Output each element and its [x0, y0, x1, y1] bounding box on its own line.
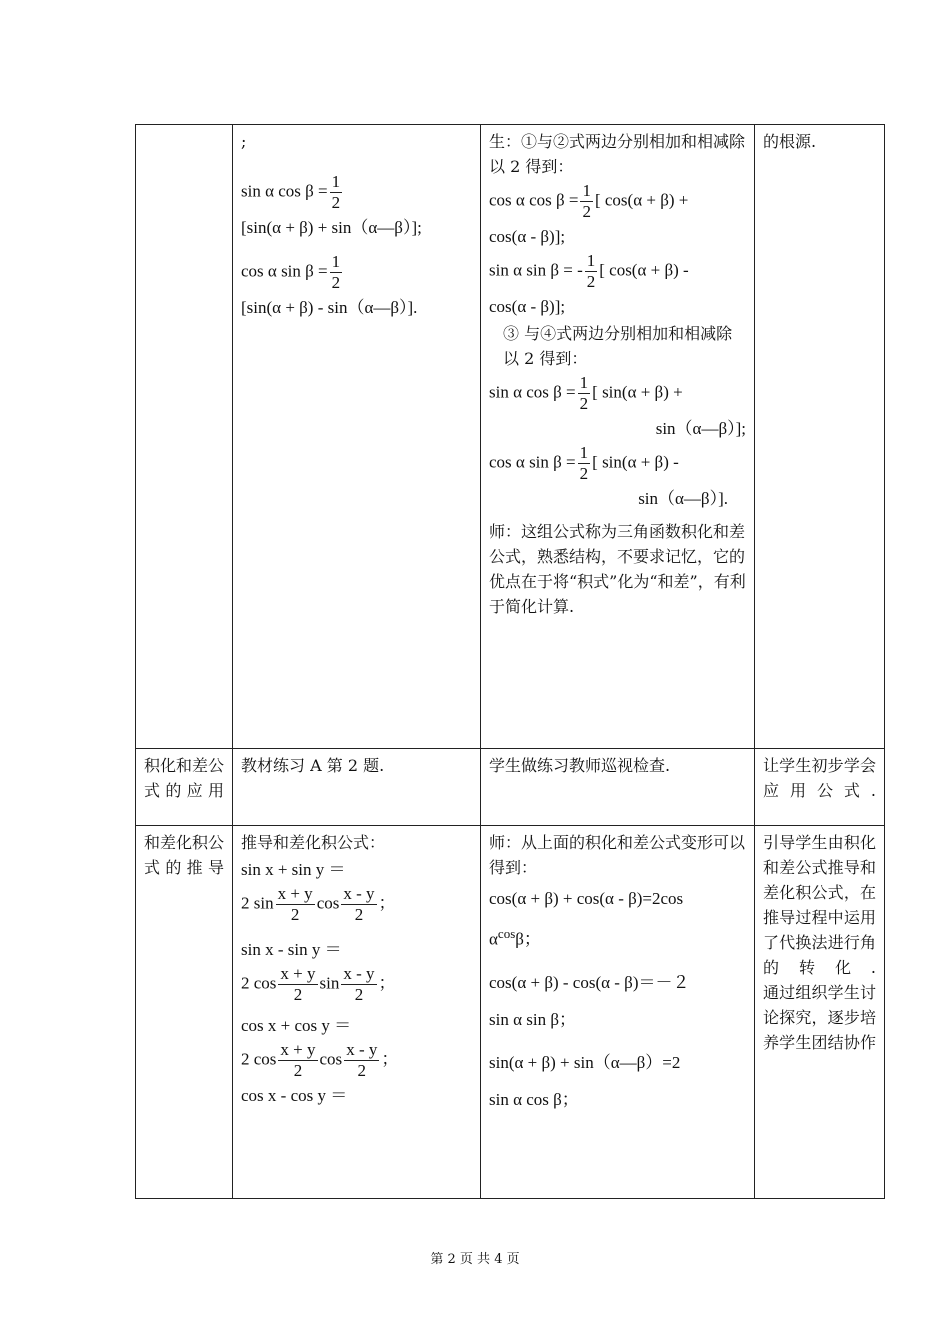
paragraph: 通过组织学生讨论探究，逐步培养学生团结协作: [763, 983, 876, 1052]
formula: sin（α—β）].: [638, 489, 728, 508]
cell-stage: 和差化积公式的推导: [136, 826, 233, 1199]
formula: cos α sin β = $\frac{1}{2}$: [241, 252, 341, 292]
formula: sin α sin β = - $\frac{1}{2}$ [ cos(α + β) -: [489, 251, 689, 291]
table-row: [136, 749, 885, 826]
cell-purpose: [755, 826, 885, 1199]
paragraph: ③ 与④式两边分别相加和相减除以 2 得到：: [503, 324, 733, 368]
cell-stage: [136, 125, 233, 749]
formula: sin x - sin y ＝: [241, 940, 342, 959]
table-row: [136, 826, 885, 1199]
formula: sin α sin β；: [489, 1009, 576, 1029]
formula: cos(α - β)];: [489, 227, 566, 246]
formula: [sin(α + β) + sin（α—β）];: [241, 218, 422, 237]
paragraph: 引导学生由积化和差公式推导和差化积公式，在推导过程中运用了代换法进行角的转化.: [763, 833, 876, 977]
formula: cos(α + β) - cos(α - β)＝－２: [489, 972, 690, 992]
cell-stage: 积化和差公式的应用: [136, 749, 233, 826]
formula: sin(α + β) + sin（α—β）=2: [489, 1052, 681, 1072]
formula: 2 cos $\frac{x + y}{2}$ cos $\frac{x - y}{2}$ ；: [241, 1040, 399, 1080]
cell-content: 推导和差化积公式： sin x + sin y ＝ 2 sin $\frac{x + y}{2}$ cos $\frac{x - y}{2}$ ； sin x - sin y ＝ 2 cos $\frac{x + y}{2}$ sin $\frac{x - y}{2}$ ； cos x + cos y ＝ 2 cos $\frac{x + y}{2}$ cos $\frac{x - y}{2}$ ； cos x - cos y ＝: [233, 826, 481, 1199]
cell-purpose: 的根源.: [755, 125, 885, 749]
formula: cos α cos β = $\frac{1}{2}$ [ cos(α + β) +: [489, 181, 689, 221]
page-footer: 第 2 页 共 4 页: [430, 1252, 520, 1267]
formula: sin α cos β；: [489, 1089, 579, 1109]
formula: sin α cos β = $\frac{1}{2}$ [ sin(α + β) +: [489, 373, 683, 413]
formula: cos α sin β = $\frac{1}{2}$ [ sin(α + β) -: [489, 443, 679, 483]
cell-purpose: 让学生初步学会应用公式.: [755, 749, 885, 826]
lesson-table: [135, 124, 885, 1199]
formula: sin（α—β）];: [655, 419, 746, 438]
formula: cos(α - β)];: [489, 297, 566, 316]
cell-activity: 学生做练习教师巡视检查.: [481, 749, 755, 826]
formula: cos(α + β) + cos(α - β)=2cos: [489, 889, 684, 908]
cell-content: 教材练习 A 第 2 题.: [233, 749, 481, 826]
paragraph: 生：①与②式两边分别相加和相减除以 2 得到：: [489, 132, 746, 176]
formula: 2 cos $\frac{x + y}{2}$ sin $\frac{x - y}{2}$ ；: [241, 964, 396, 1004]
formula: cos x + cos y ＝: [241, 1016, 352, 1035]
formula: $\alpha^{cos}\beta$；: [489, 926, 541, 949]
table-row: [136, 125, 885, 749]
formula: [sin(α + β) - sin（α—β）].: [241, 298, 418, 317]
cell-activity: [481, 125, 755, 749]
teacher-note: 师：从上面的积化和差公式变形可以得到：: [489, 833, 746, 877]
formula: cos x - cos y ＝: [241, 1086, 348, 1105]
formula: sin x + sin y ＝: [241, 860, 346, 879]
cell-content: ; sin α cos β = $\frac{1}{2}$ [sin(α + β) + sin（α—β）]; cos α sin β = $\frac{1}{2}$ [sin(α + β) - sin（α—β）].: [233, 125, 481, 749]
teacher-note: 师：这组公式称为三角函数积化和差公式，熟悉结构，不要求记忆，它的优点在于将“积式”化为“和差”，有利于简化计算.: [489, 522, 746, 616]
formula: sin α cos β = $\frac{1}{2}$: [241, 172, 341, 212]
formula: 2 sin $\frac{x + y}{2}$ cos $\frac{x - y}{2}$ ；: [241, 884, 396, 924]
cell-activity: [481, 826, 755, 1199]
